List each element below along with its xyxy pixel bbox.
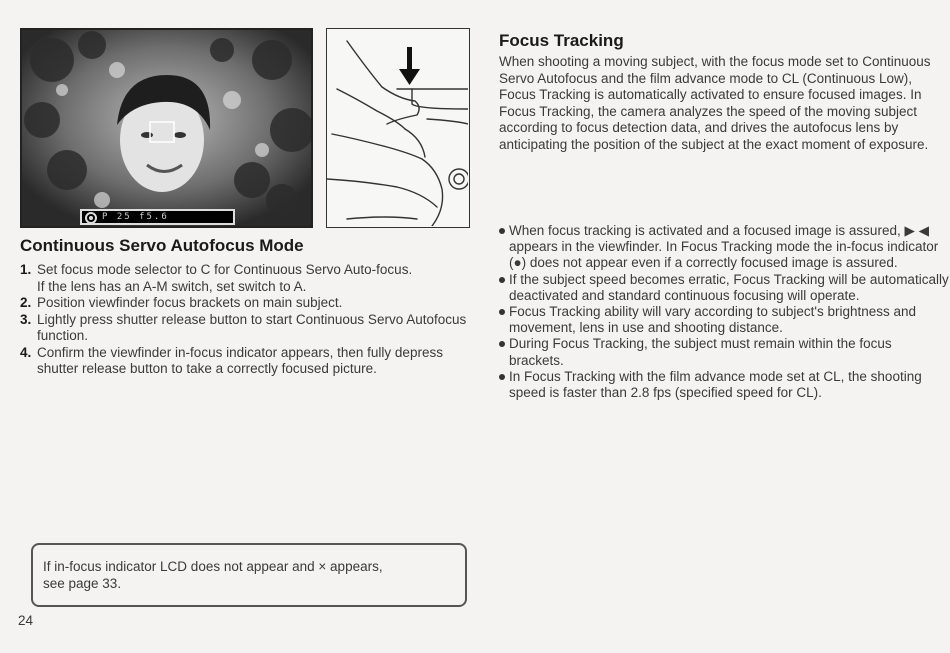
- step-text: Position viewfinder focus brackets on main subject.: [37, 295, 343, 310]
- notice-text-line1: If in-focus indicator LCD does not appear and × appears,: [43, 559, 383, 574]
- step-number: 1.: [20, 262, 32, 277]
- viewfinder-photo: [20, 28, 313, 228]
- in-focus-indicator-icon: [85, 212, 97, 224]
- notice-page-reference: see page 33.: [43, 576, 122, 591]
- section-heading-continuous-servo: Continuous Servo Autofocus Mode: [20, 236, 304, 255]
- note-item: If the subject speed becomes erratic, Focus Tracking will be automatically deactivated and standard continuous focusing will operate.: [499, 272, 949, 304]
- note-item: In Focus Tracking with the film advance mode set at CL, the shooting speed is faster than 2.8 fps (specified speed for CL).: [499, 369, 949, 401]
- step-text: Confirm the viewfinder in-focus indicator appears, then fully depress shutter release button to take a correctly focused picture.: [37, 344, 443, 376]
- step-text: Set focus mode selector to C for Continuous Servo Auto-focus.: [37, 262, 413, 277]
- step-item: [20, 262, 470, 295]
- step-item: [20, 295, 470, 312]
- section-heading-focus-tracking: Focus Tracking: [499, 31, 624, 50]
- viewfinder-readout: P 25 f5.6: [80, 209, 235, 225]
- step-number: 2.: [20, 295, 32, 310]
- step-number: 3.: [20, 311, 32, 327]
- step-number: 4.: [20, 344, 32, 360]
- steps-list: [20, 262, 470, 378]
- note-item: When focus tracking is activated and a focused image is assured, ▶ ◀ appears in the viewfinder. In Focus Tracking mode the in-focus indicator (●) does not appear even if a correctly focused image is assured.: [499, 223, 949, 272]
- step-item: [20, 345, 470, 378]
- step-item: [20, 312, 470, 345]
- page-number: 24: [18, 613, 34, 628]
- note-item: During Focus Tracking, the subject must remain within the focus brackets.: [499, 336, 949, 368]
- note-item: Focus Tracking ability will vary according to subject's brightness and movement, lens in use and shooting distance.: [499, 304, 949, 336]
- focus-tracking-intro: When shooting a moving subject, with the focus mode set to Continuous Servo Autofocus and the film advance mode to CL (Continuous Low), Focus Tracking is automatically activated to ensure focused images. In Focus Tracking, the camera analyzes the speed of the moving subject according to focus detection data, and drives the autofocus lens by anticipating the position of the subject at the exact moment of exposure.: [499, 54, 931, 152]
- notice-box: [31, 543, 467, 607]
- step-text: Lightly press shutter release button to start Continuous Servo Autofocus function.: [37, 311, 467, 343]
- camera-shutter-illustration: [326, 28, 470, 228]
- focus-tracking-notes: [499, 223, 949, 401]
- step-note: If the lens has an A-M switch, set switch to A.: [37, 278, 307, 294]
